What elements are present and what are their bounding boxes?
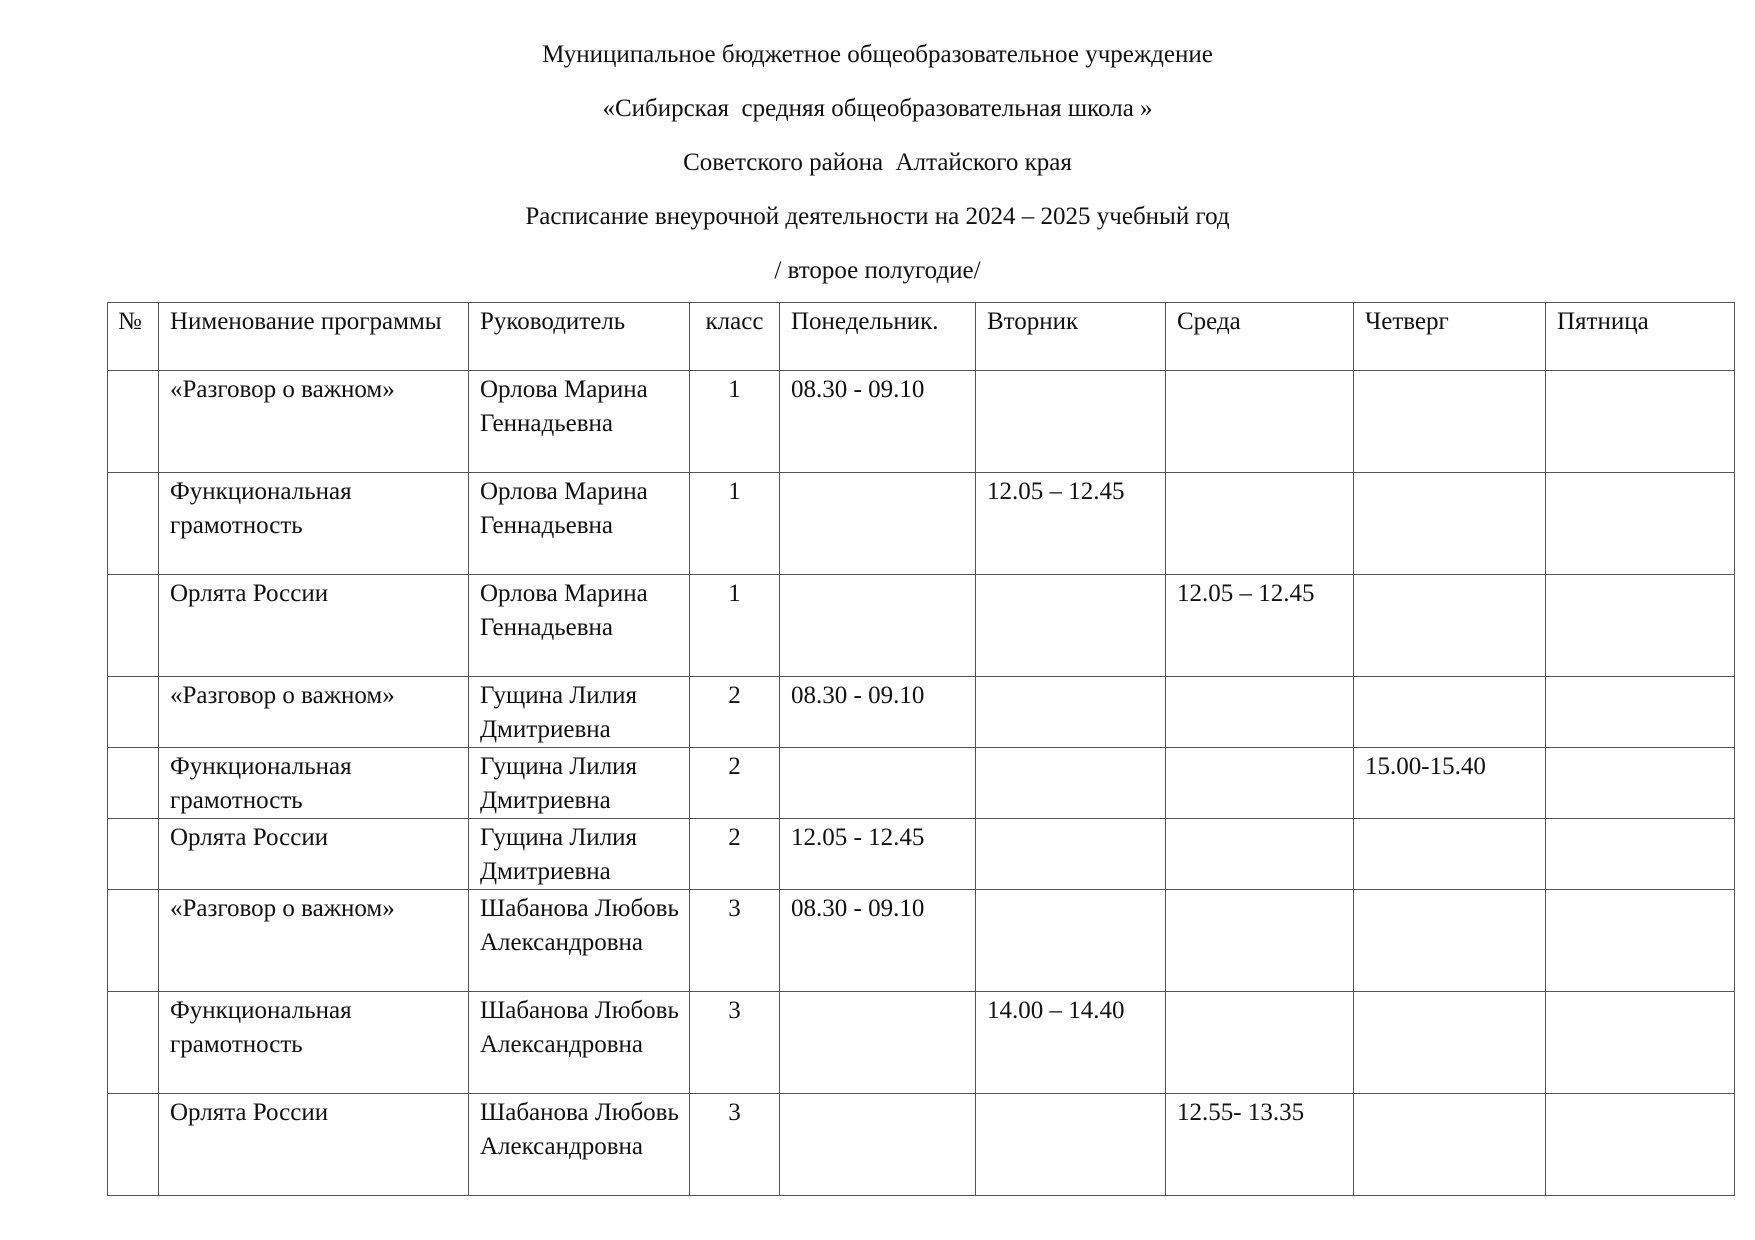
cell-wednesday xyxy=(1166,819,1354,890)
cell-num xyxy=(108,371,159,473)
cell-num xyxy=(108,575,159,677)
cell-wednesday xyxy=(1166,748,1354,819)
cell-wednesday xyxy=(1166,371,1354,473)
cell-monday: 08.30 - 09.10 xyxy=(780,890,976,992)
cell-thursday xyxy=(1354,575,1546,677)
cell-wednesday: 12.05 – 12.45 xyxy=(1166,575,1354,677)
cell-leader: Шабанова Любовь Александровна xyxy=(469,890,690,992)
cell-thursday xyxy=(1354,992,1546,1094)
cell-monday xyxy=(780,748,976,819)
cell-num xyxy=(108,819,159,890)
cell-monday: 12.05 - 12.45 xyxy=(780,819,976,890)
cell-friday xyxy=(1546,992,1735,1094)
cell-tuesday xyxy=(976,748,1166,819)
cell-leader: Гущина Лилия Дмитриевна xyxy=(469,748,690,819)
cell-friday xyxy=(1546,575,1735,677)
table-row xyxy=(108,1094,1735,1196)
cell-wednesday: 12.55- 13.35 xyxy=(1166,1094,1354,1196)
table-row xyxy=(108,748,1735,819)
cell-friday xyxy=(1546,677,1735,748)
table-header-row xyxy=(108,303,1735,371)
header-num: № xyxy=(108,303,159,371)
cell-monday xyxy=(780,473,976,575)
cell-class: 1 xyxy=(690,371,780,473)
header-friday: Пятница xyxy=(1546,303,1735,371)
cell-thursday xyxy=(1354,473,1546,575)
cell-tuesday: 14.00 – 14.40 xyxy=(976,992,1166,1094)
table-row xyxy=(108,677,1735,748)
cell-num xyxy=(108,1094,159,1196)
header-program: Нименование программы xyxy=(159,303,469,371)
cell-program: Функциональная грамотность xyxy=(159,992,469,1094)
cell-leader: Шабанова Любовь Александровна xyxy=(469,992,690,1094)
cell-friday xyxy=(1546,1094,1735,1196)
document-header xyxy=(0,28,1755,298)
cell-thursday xyxy=(1354,371,1546,473)
cell-wednesday xyxy=(1166,890,1354,992)
table-row xyxy=(108,473,1735,575)
cell-class: 2 xyxy=(690,748,780,819)
cell-leader: Орлова Марина Геннадьевна xyxy=(469,473,690,575)
cell-tuesday xyxy=(976,575,1166,677)
cell-thursday: 15.00-15.40 xyxy=(1354,748,1546,819)
cell-program: Функциональная грамотность xyxy=(159,473,469,575)
cell-tuesday xyxy=(976,677,1166,748)
cell-class: 3 xyxy=(690,1094,780,1196)
cell-friday xyxy=(1546,748,1735,819)
cell-program: Орлята России xyxy=(159,1094,469,1196)
cell-thursday xyxy=(1354,890,1546,992)
header-tuesday: Вторник xyxy=(976,303,1166,371)
cell-leader: Орлова Марина Геннадьевна xyxy=(469,575,690,677)
cell-program: Орлята России xyxy=(159,819,469,890)
cell-tuesday: 12.05 – 12.45 xyxy=(976,473,1166,575)
cell-monday: 08.30 - 09.10 xyxy=(780,677,976,748)
cell-monday xyxy=(780,575,976,677)
cell-leader: Гущина Лилия Дмитриевна xyxy=(469,677,690,748)
school-name: «Сибирская средняя общеобразовательная школа » xyxy=(602,95,1153,122)
cell-class: 2 xyxy=(690,677,780,748)
institution-name: Муниципальное бюджетное общеобразовательное учреждение xyxy=(542,41,1213,68)
table-row xyxy=(108,819,1735,890)
cell-program: «Разговор о важном» xyxy=(159,677,469,748)
cell-monday xyxy=(780,1094,976,1196)
cell-class: 3 xyxy=(690,992,780,1094)
cell-thursday xyxy=(1354,677,1546,748)
cell-thursday xyxy=(1354,819,1546,890)
cell-tuesday xyxy=(976,371,1166,473)
cell-thursday xyxy=(1354,1094,1546,1196)
table-row xyxy=(108,890,1735,992)
header-monday: Понедельник. xyxy=(780,303,976,371)
cell-leader: Орлова Марина Геннадьевна xyxy=(469,371,690,473)
cell-tuesday xyxy=(976,1094,1166,1196)
cell-friday xyxy=(1546,371,1735,473)
table-row xyxy=(108,992,1735,1094)
schedule-table xyxy=(107,302,1735,1196)
cell-tuesday xyxy=(976,819,1166,890)
district-name: Советского района Алтайского края xyxy=(683,149,1072,176)
cell-friday xyxy=(1546,890,1735,992)
cell-program: «Разговор о важном» xyxy=(159,890,469,992)
cell-wednesday xyxy=(1166,677,1354,748)
cell-wednesday xyxy=(1166,473,1354,575)
cell-monday xyxy=(780,992,976,1094)
cell-num xyxy=(108,473,159,575)
cell-program: Функциональная грамотность xyxy=(159,748,469,819)
cell-class: 3 xyxy=(690,890,780,992)
header-class: класс xyxy=(690,303,780,371)
table-row xyxy=(108,575,1735,677)
cell-num xyxy=(108,890,159,992)
semester-subtitle: / второе полугодие/ xyxy=(774,257,981,284)
cell-num xyxy=(108,748,159,819)
header-wednesday: Среда xyxy=(1166,303,1354,371)
cell-wednesday xyxy=(1166,992,1354,1094)
cell-program: «Разговор о важном» xyxy=(159,371,469,473)
cell-num xyxy=(108,677,159,748)
header-thursday: Четверг xyxy=(1354,303,1546,371)
cell-class: 2 xyxy=(690,819,780,890)
cell-num xyxy=(108,992,159,1094)
cell-monday: 08.30 - 09.10 xyxy=(780,371,976,473)
cell-leader: Шабанова Любовь Александровна xyxy=(469,1094,690,1196)
cell-class: 1 xyxy=(690,575,780,677)
cell-leader: Гущина Лилия Дмитриевна xyxy=(469,819,690,890)
cell-class: 1 xyxy=(690,473,780,575)
schedule-title: Расписание внеурочной деятельности на 2024 – 2025 учебный год xyxy=(525,203,1230,230)
cell-program: Орлята России xyxy=(159,575,469,677)
table-row xyxy=(108,371,1735,473)
header-leader: Руководитель xyxy=(469,303,690,371)
cell-friday xyxy=(1546,473,1735,575)
cell-tuesday xyxy=(976,890,1166,992)
cell-friday xyxy=(1546,819,1735,890)
